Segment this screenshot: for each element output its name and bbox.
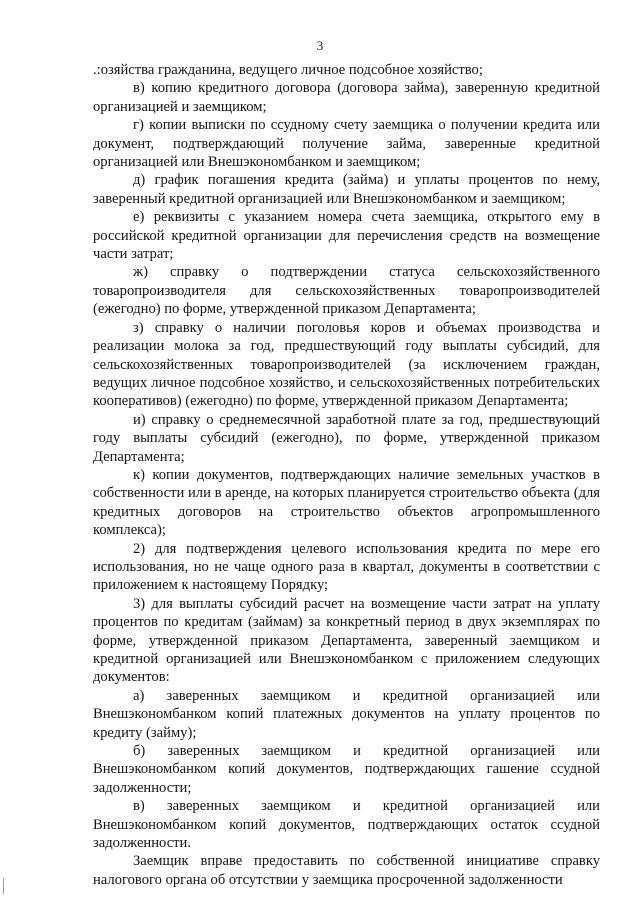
paragraph-borrower-note: Заемщик вправе предоставить по собственной инициативе справку налогового органа об отсутствии у заемщика просроченной задолженности bbox=[93, 853, 600, 888]
paragraph-item-z: з) справку о наличии поголовья коров и объемах производства и реализации молока за год, предшествующий году выплаты субсидий, для сельскохозяйственных товаропроизводителей (за исключением граждан, ведущих личное подсобное хозяйство, и сельскохозяйственных потребительских кооперативов) (ежегодно) по форме, утвержденной приказом Департамента; bbox=[93, 319, 600, 410]
page-number: 3 bbox=[316, 38, 324, 53]
paragraph-point-2: 2) для подтверждения целевого использования кредита по мере его использования, но не чаще одного раза в квартал, документы в соответствии с приложением к настоящему Порядку; bbox=[93, 540, 600, 594]
paragraph-subitem-b: б) заверенных заемщиком и кредитной организацией или Внешэкономбанком копий документов, подтверждающих гашение ссудной задолженности; bbox=[93, 743, 600, 796]
paragraph-item-g: г) копии выписки по ссудному счету заемщика о получении кредита или документ, подтверждающий получение займа, заверенные кредитной организацией или Внешэкономбанком и заемщиком; bbox=[93, 117, 600, 171]
paragraph-subitem-a: а) заверенных заемщиком и кредитной организацией или Внешэкономбанком копий платежных документов на уплату процентов по кредиту (займу); bbox=[93, 687, 600, 741]
paragraph-subitem-v: в) заверенных заемщиком и кредитной организацией или Внешэкономбанком копий документов, подтверждающих остаток ссудной задолженности. bbox=[93, 798, 600, 852]
scan-edge-mark bbox=[3, 878, 4, 894]
paragraph-item-i: и) справку о среднемесячной заработной плате за год, предшествующий году выплаты субсидий (ежегодно), по форме, утвержденной приказом Департамента; bbox=[93, 411, 600, 465]
paragraph-item-d: д) график погашения кредита (займа) и уплаты процентов по нему, заверенный кредитной организацией или Внешэкономбанком и заемщиком; bbox=[93, 172, 600, 207]
paragraph-item-v: в) копию кредитного договора (договора займа), заверенную кредитной организацией и заемщиком; bbox=[93, 80, 600, 115]
paragraph-continuation: .:озяйства гражданина, ведущего личное подсобное хозяйство; bbox=[93, 62, 483, 78]
document-text-body bbox=[93, 61, 600, 889]
paragraph-point-3: 3) для выплаты субсидий расчет на возмещение части затрат на уплату процентов по кредитам (займам) за конкретный период в двух экземплярах по форме, утвержденной приказом Департамента, заверенный заемщиком и кредитной организацией или Внешэкономбанком с приложением следующих документов: bbox=[93, 595, 600, 686]
paragraph-item-e: е) реквизиты с указанием номера счета заемщика, открытого ему в российской кредитной организации для перечисления средств на возмещение части затрат; bbox=[93, 209, 600, 263]
paragraph-item-zh: ж) справку о подтверждении статуса сельскохозяйственного товаропроизводителя для сельскохозяйственных товаропроизводителей (ежегодно) по форме, утвержденной приказом Департамента; bbox=[93, 264, 600, 318]
paragraph-item-k: к) копии документов, подтверждающих наличие земельных участков в собственности или в аренде, на которых планируется строительство объекта (для кредитных договоров на строительство объектов агропромышленного комплекса); bbox=[93, 466, 600, 539]
